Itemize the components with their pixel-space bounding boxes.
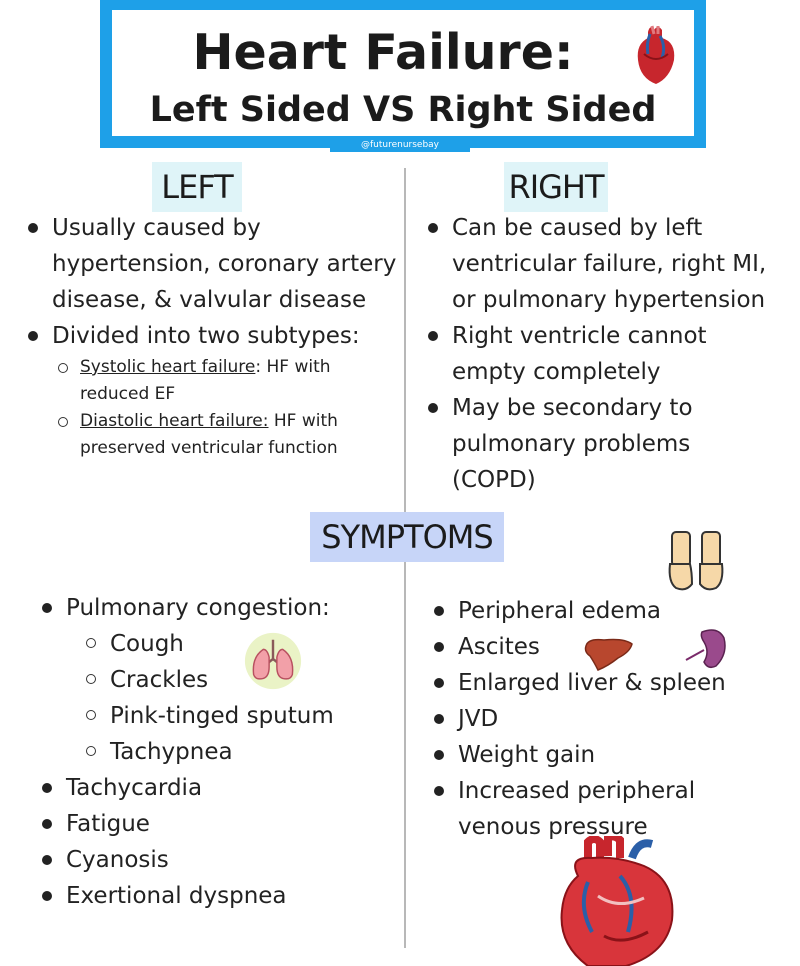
left-symptoms-list <box>40 590 400 914</box>
subtype-term: Diastolic heart failure: <box>80 411 269 431</box>
line: empty completely <box>452 359 661 385</box>
page-title: Heart Failure: <box>192 24 574 81</box>
spleen-icon <box>682 626 732 672</box>
list-item: Exertional dyspnea <box>40 878 400 914</box>
list-item: Peripheral edema <box>432 593 800 629</box>
list-item: Weight gain <box>432 737 800 773</box>
line: Increased peripheral <box>458 778 696 804</box>
subtype-desc: HF with preserved ventricular function <box>80 411 338 458</box>
list-item <box>56 354 400 408</box>
list-item: Fatigue <box>40 806 400 842</box>
list-item <box>426 390 800 498</box>
list-item <box>426 210 800 318</box>
pulmonary-subs-container <box>40 626 400 770</box>
feet-icon <box>664 530 728 594</box>
left-causes-list <box>28 210 400 462</box>
list-item: Pink-tinged sputum <box>40 698 400 734</box>
list-item: Ascites <box>432 629 800 665</box>
lungs-icon <box>242 630 304 692</box>
right-symptoms-list <box>432 593 800 845</box>
subtype-term: Systolic heart failure <box>80 357 256 377</box>
subtype-sep: : <box>255 357 262 377</box>
line: (COPD) <box>452 467 536 493</box>
list-item <box>426 318 800 390</box>
list-item <box>432 773 800 845</box>
large-heart-icon <box>548 836 688 966</box>
list-item <box>56 408 400 462</box>
line: May be secondary to <box>452 395 693 421</box>
list-item: Cough <box>40 626 400 662</box>
list-item: JVD <box>432 701 800 737</box>
page-subtitle: Left Sided VS Right Sided <box>149 90 657 130</box>
line: venous pressure <box>458 814 648 840</box>
title-box <box>100 0 706 148</box>
list-item: Pulmonary congestion: <box>40 590 400 626</box>
subtype-desc: HF with reduced EF <box>80 357 331 404</box>
line: or pulmonary hypertension <box>452 287 766 313</box>
subtypes-container <box>28 354 400 462</box>
list-item: Cyanosis <box>40 842 400 878</box>
list-item: Divided into two subtypes: <box>28 318 400 354</box>
line: ventricular failure, right MI, <box>452 251 767 277</box>
heart-icon <box>632 24 680 86</box>
right-causes-list <box>426 210 800 498</box>
list-item: Usually caused by hypertension, coronary artery disease, & valvular disease <box>28 210 400 318</box>
credit-tag: @futurenursebay <box>330 138 470 152</box>
left-heading: LEFT <box>152 162 242 212</box>
line: Right ventricle cannot <box>452 323 707 349</box>
list-item: Tachycardia <box>40 770 400 806</box>
line: pulmonary problems <box>452 431 691 457</box>
list-item: Enlarged liver & spleen <box>432 665 800 701</box>
list-item: Tachypnea <box>40 734 400 770</box>
list-item: Crackles <box>40 662 400 698</box>
subtypes-list <box>28 354 400 462</box>
symptoms-heading: SYMPTOMS <box>310 512 504 562</box>
right-heading: RIGHT <box>504 162 608 212</box>
pulmonary-subs-list <box>40 626 400 770</box>
liver-icon <box>584 636 634 672</box>
line: Can be caused by left <box>452 215 703 241</box>
